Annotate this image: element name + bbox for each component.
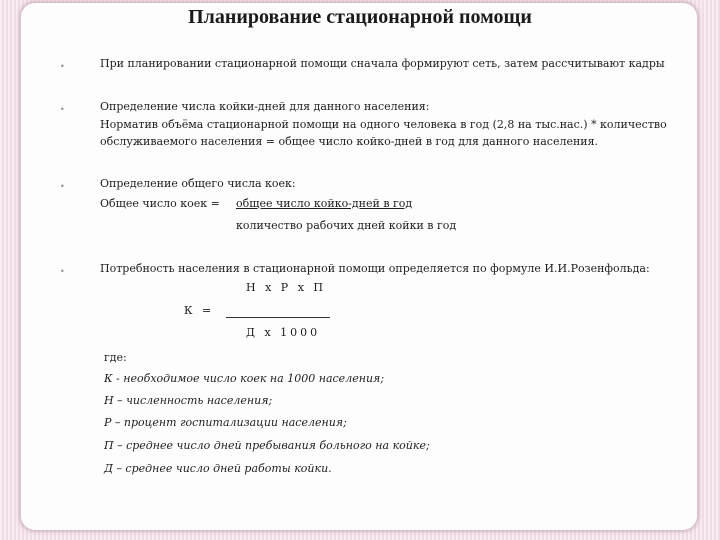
- definition-k: К - необходимое число коек на 1000 населения;: [104, 372, 385, 385]
- bed-count-denominator: количество рабочих дней койки в год: [236, 219, 457, 232]
- formula-lhs: К =: [184, 304, 215, 317]
- formula-fraction-line: [226, 317, 330, 318]
- paragraph-network: При планировании стационарной помощи сначала формируют сеть, затем рассчитывают кадры: [100, 57, 665, 70]
- bed-days-text-line2: обслуживаемого населения = общее число койко-дней в год для данного населения.: [100, 135, 599, 148]
- slide-title: Планирование стационарной помощи: [188, 6, 532, 28]
- where-label: где:: [104, 351, 127, 364]
- bed-days-text-line1: Норматив объёма стационарной помощи на одного человека в год (2,8 на тыс.нас.) * количество: [100, 118, 667, 131]
- formula-numerator: Н х Р х П: [246, 281, 326, 294]
- rosenfold-heading: Потребность населения в стационарной помощи определяется по формуле И.И.Розенфольда:: [100, 262, 650, 275]
- bed-count-heading: Определение общего числа коек:: [100, 177, 296, 190]
- definition-r: Р – процент госпитализации населения;: [104, 416, 347, 429]
- definition-n: Н – численность населения;: [104, 394, 273, 407]
- bullet-marker: •: [60, 182, 65, 191]
- bed-days-heading: Определение числа койки-дней для данного населения:: [100, 100, 430, 113]
- bullet-marker: •: [60, 267, 65, 276]
- bullet-marker: •: [60, 62, 65, 71]
- definition-d: Д – среднее число дней работы койки.: [104, 462, 332, 475]
- bed-count-numerator: общее число койко-дней в год: [236, 197, 413, 210]
- formula-denominator: Д х 1000: [246, 326, 321, 339]
- bullet-marker: •: [60, 105, 65, 114]
- bed-count-lhs: Общее число коек =: [100, 197, 220, 210]
- definition-p: П – среднее число дней пребывания больного на койке;: [104, 439, 430, 452]
